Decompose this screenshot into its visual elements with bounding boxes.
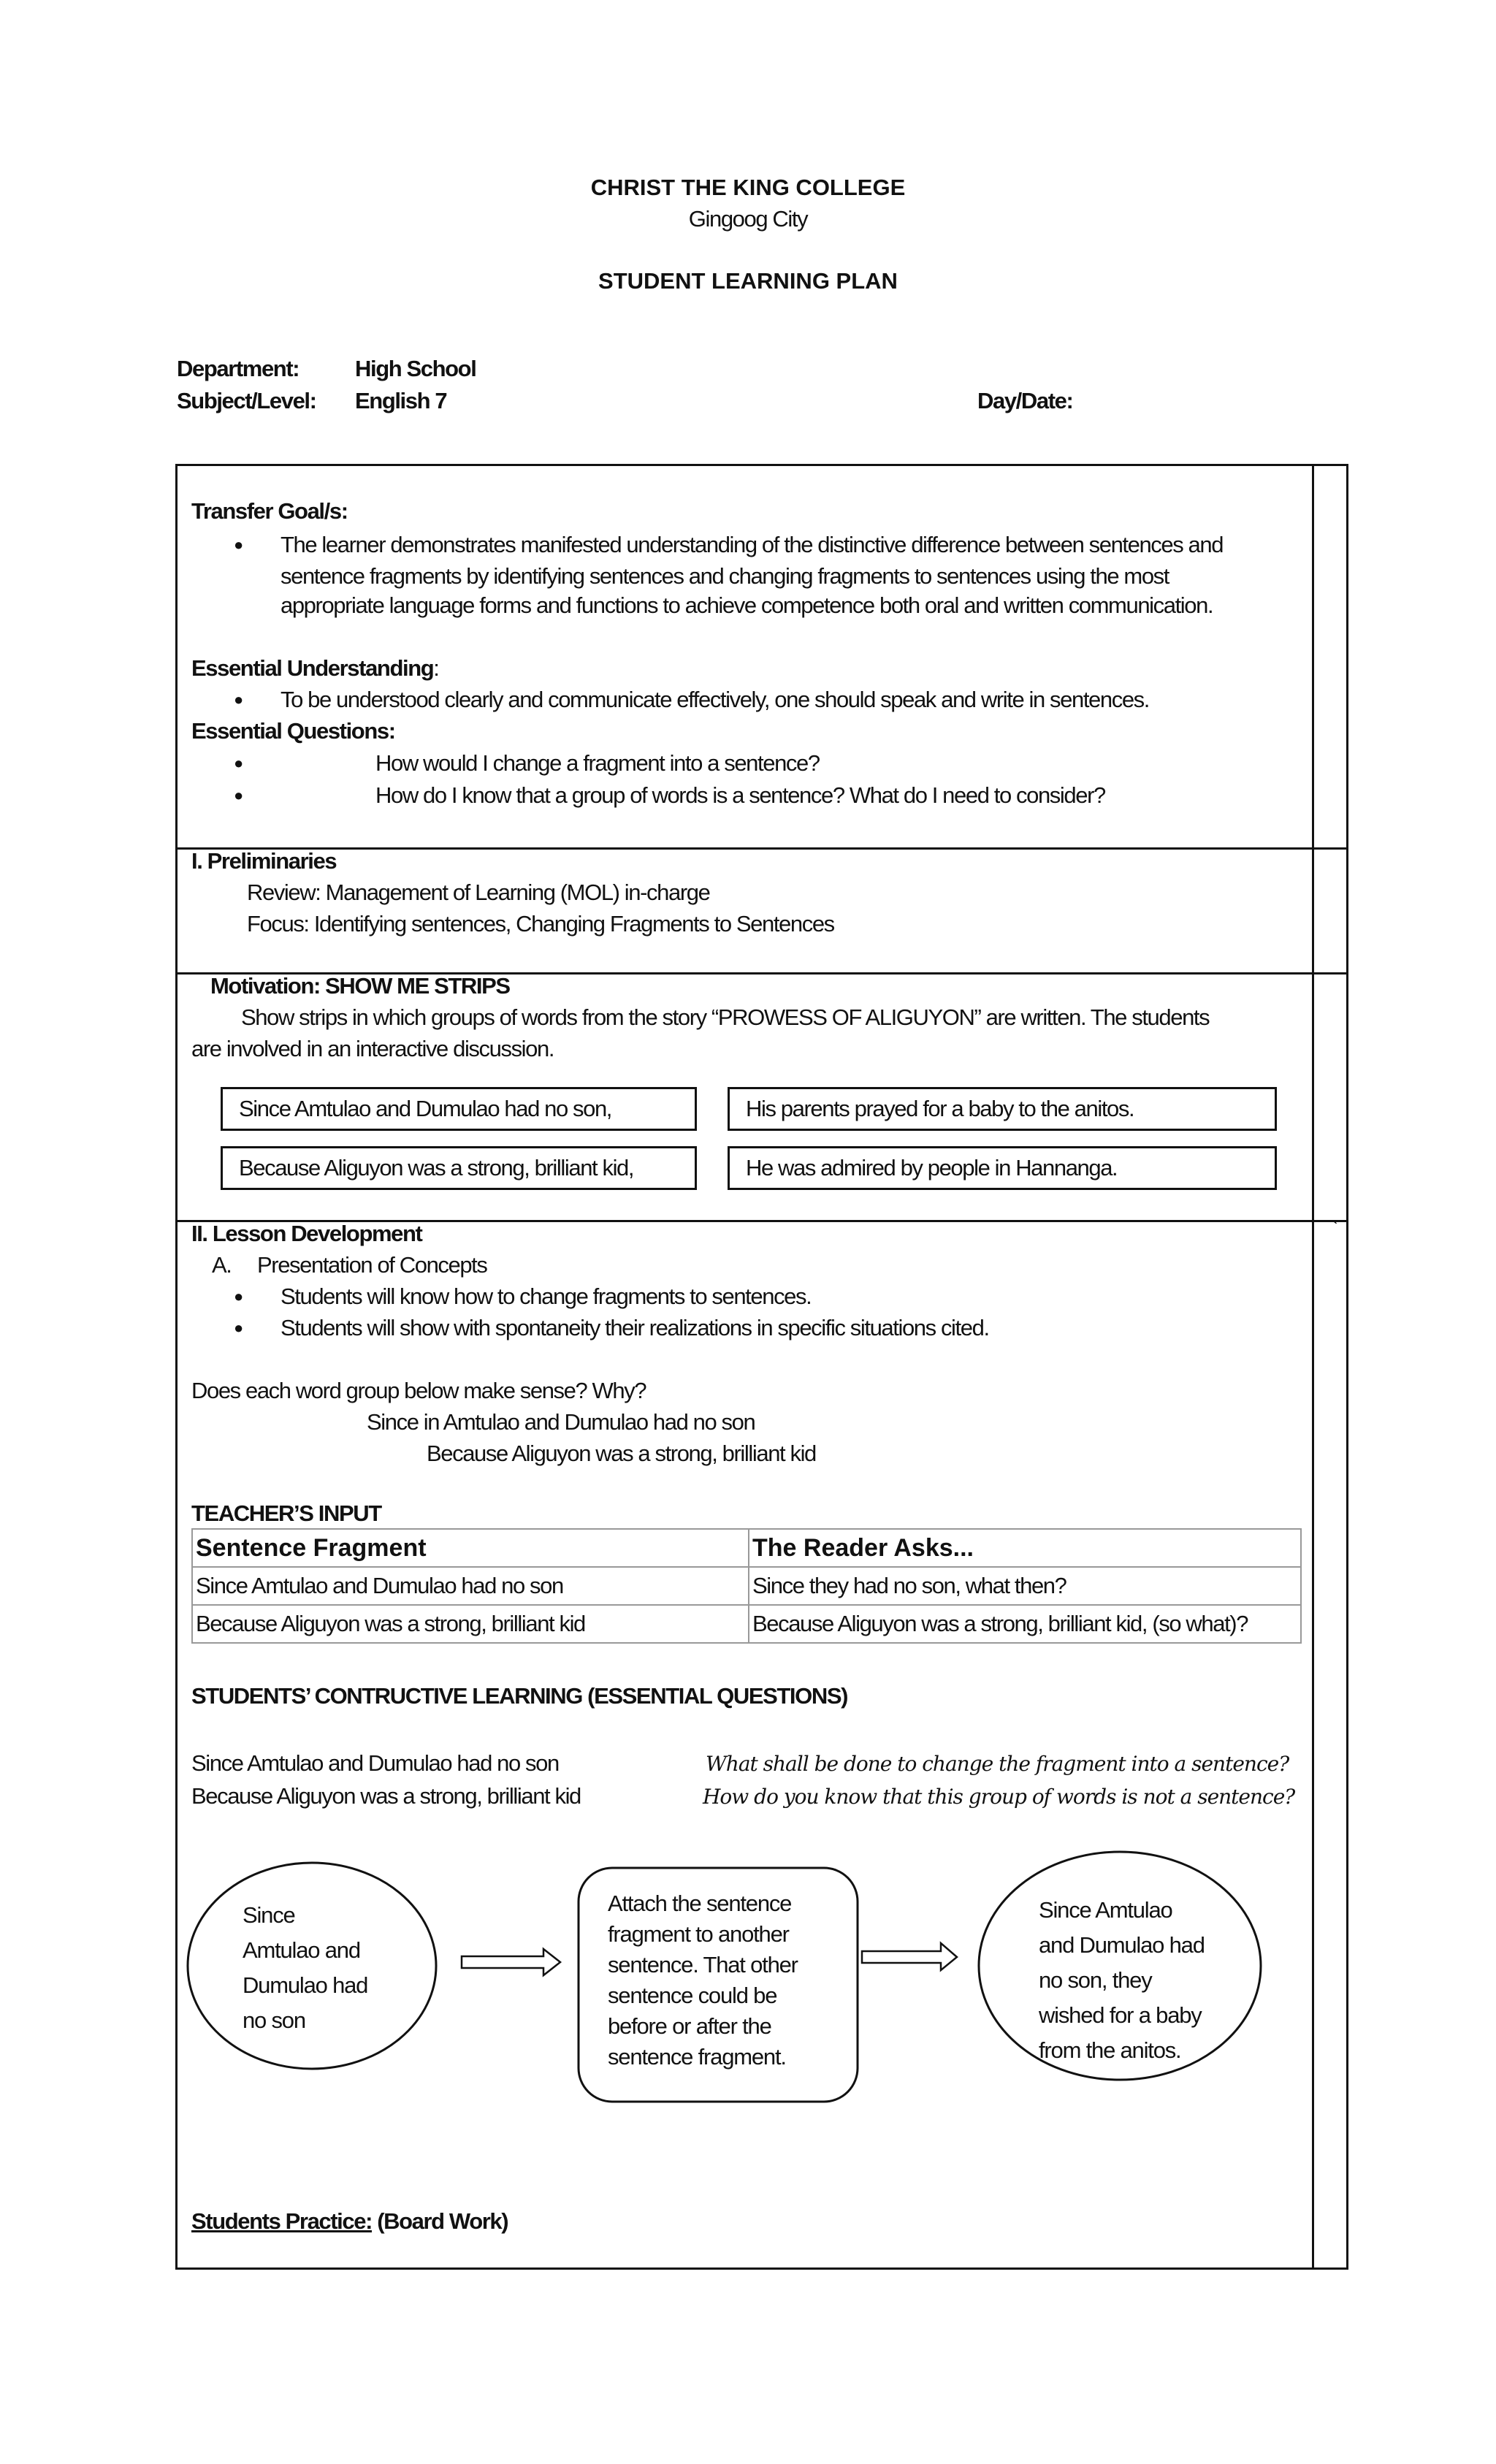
preliminaries-heading: I. Preliminaries — [191, 848, 337, 874]
bullet-icon: ● — [234, 786, 244, 804]
subject-label: Subject/Level: — [177, 388, 316, 413]
school-city: Gingoog City — [688, 206, 808, 232]
sentence-ellipse-text: Since Amtulao and Dumulao had no son, they wished for a baby from the anitos. — [1039, 1897, 1205, 2063]
table-cell: Since they had no son, what then? — [749, 1567, 1301, 1605]
constructive-question: How do you know that this group of words is not a sentence? — [703, 1785, 1295, 1809]
bullet-icon: ● — [234, 754, 244, 772]
bullet-icon: ● — [234, 1287, 244, 1305]
essential-questions-heading: Essential Questions: — [191, 718, 395, 744]
table-header-cell: The Reader Asks... — [749, 1529, 1301, 1567]
sentence-strip: Since Amtulao and Dumulao had no son, — [221, 1087, 697, 1131]
transfer-goals-heading: Transfer Goal/s: — [191, 498, 348, 524]
constructive-example: Because Aliguyon was a strong, brilliant kid — [191, 1783, 581, 1809]
motivation-heading: Motivation: SHOW ME STRIPS — [210, 973, 510, 999]
table-cell: Since Amtulao and Dumulao had no son — [192, 1567, 749, 1605]
instruction-box-text: Attach the sentence fragment to another sentence. That other sentence could be before or after the sentence fragment. — [608, 1891, 798, 2070]
lesson-example: Because Aliguyon was a strong, brilliant kid — [427, 1441, 816, 1466]
document-title: STUDENT LEARNING PLAN — [598, 268, 898, 294]
presentation-heading: Presentation of Concepts — [257, 1252, 487, 1278]
arrow-right-icon — [862, 1943, 957, 1970]
fragment-ellipse-text: Since Amtulao and Dumulao had no son — [243, 1902, 368, 2033]
transfer-goal-line: sentence fragments by identifying sentences and changing fragments to sentences using the most — [280, 563, 1169, 589]
preliminaries-review: Review: Management of Learning (MOL) in-charge — [247, 880, 710, 905]
bullet-icon: ● — [234, 690, 244, 709]
sentence-strip: Because Aliguyon was a strong, brilliant kid, — [221, 1146, 697, 1190]
lesson-development-heading: II. Lesson Development — [191, 1221, 422, 1246]
motivation-text: Show strips in which groups of words from the story “PROWESS OF ALIGUYON” are written. The students — [241, 1004, 1210, 1030]
bullet-icon: ● — [234, 535, 244, 554]
motivation-text: are involved in an interactive discussion. — [191, 1036, 554, 1061]
section-letter: A. — [212, 1252, 232, 1278]
transfer-goal-line: appropriate language forms and functions to achieve competence both oral and written communication. — [280, 592, 1213, 618]
essential-question: How do I know that a group of words is a sentence? What do I need to consider? — [375, 782, 1105, 808]
date-label: Day/Date: — [977, 388, 1073, 413]
lesson-example: Since in Amtulao and Dumulao had no son — [367, 1409, 755, 1435]
constructive-learning-heading: STUDENTS’ CONTRUCTIVE LEARNING (ESSENTIAL QUESTIONS) — [191, 1683, 848, 1709]
school-name: CHRIST THE KING COLLEGE — [590, 175, 906, 200]
sentence-strip: His parents prayed for a baby to the anitos. — [728, 1087, 1277, 1131]
department-label: Department: — [177, 356, 299, 381]
lesson-question: Does each word group below make sense? Why? — [191, 1378, 646, 1403]
students-practice-heading: Students Practice: (Board Work) — [191, 2208, 508, 2234]
lesson-bullet: Students will show with spontaneity their realizations in specific situations cited. — [280, 1315, 989, 1340]
bullet-icon: ● — [234, 1319, 244, 1337]
transfer-goal-line: The learner demonstrates manifested understanding of the distinctive difference between sentences and — [280, 532, 1224, 557]
margin-mark: ` — [1331, 1216, 1339, 1242]
teachers-input-heading: TEACHER’S INPUT — [191, 1500, 381, 1526]
essential-understanding-item: To be understood clearly and communicate effectively, one should speak and write in sentences. — [280, 687, 1149, 712]
essential-understanding-heading: Essential Understanding: — [191, 655, 439, 681]
arrow-right-icon — [462, 1949, 560, 1975]
sentence-strip: He was admired by people in Hannanga. — [728, 1146, 1277, 1190]
constructive-example: Since Amtulao and Dumulao had no son — [191, 1750, 559, 1776]
department-value: High School — [355, 356, 476, 381]
lesson-bullet: Students will know how to change fragments to sentences. — [280, 1284, 812, 1309]
essential-question: How would I change a fragment into a sentence? — [375, 750, 820, 776]
table-cell: Because Aliguyon was a strong, brilliant kid — [192, 1605, 749, 1643]
table-cell: Because Aliguyon was a strong, brilliant kid, (so what)? — [749, 1605, 1301, 1643]
constructive-question: What shall be done to change the fragment into a sentence? — [706, 1752, 1289, 1776]
preliminaries-focus: Focus: Identifying sentences, Changing Fragments to Sentences — [247, 911, 834, 937]
table-header-cell: Sentence Fragment — [192, 1529, 749, 1567]
subject-value: English 7 — [355, 388, 447, 413]
